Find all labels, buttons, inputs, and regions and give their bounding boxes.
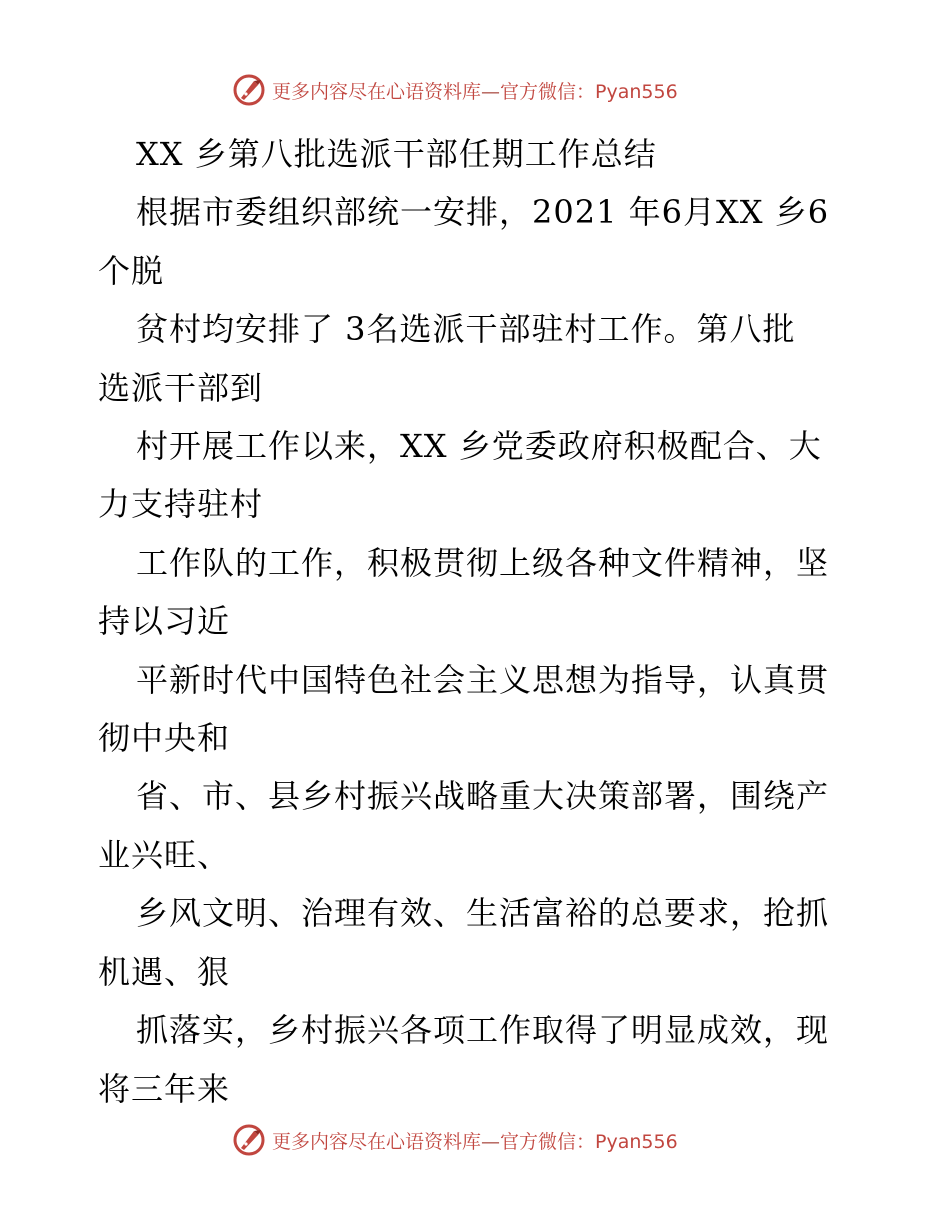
watermark-text: 更多内容尽在心语资料库—官方微信：Pyan556: [272, 1130, 678, 1153]
text-line: 彻中央和: [98, 719, 231, 758]
text-line: 个脱: [98, 251, 165, 290]
text-line: 省、市、县乡村振兴战略重大决策部署，围绕产: [136, 777, 830, 816]
text-line: 工作队的工作，积极贯彻上级各种文件精神，坚: [136, 543, 830, 582]
watermark-header: [232, 72, 678, 108]
text-line: 业兴旺、: [98, 835, 231, 874]
text-line: 抓落实，乡村振兴各项工作取得了明显成效，现: [136, 1011, 830, 1050]
document-title: XX 乡第八批选派干部任期工作总结: [136, 135, 657, 173]
text-line: 贫村均安排了 3名选派干部驻村工作。第八批: [136, 310, 796, 349]
text-line: 持以习近: [98, 602, 231, 641]
pen-nib-circle-icon: [232, 73, 266, 107]
text-line: 村开展工作以来，XX 乡党委政府积极配合、大: [136, 427, 822, 466]
text-line: 根据市委组织部统一安排，2021 年6月XX 乡6: [136, 193, 830, 232]
watermark-text: 更多内容尽在心语资料库—官方微信：Pyan556: [272, 80, 678, 103]
text-line: 平新时代中国特色社会主义思想为指导，认真贯: [136, 660, 830, 699]
text-line: 机遇、狠: [98, 952, 231, 991]
text-line: 乡风文明、治理有效、生活富裕的总要求，抢抓: [136, 894, 830, 933]
watermark-footer: [232, 1122, 678, 1158]
document-body: [98, 125, 858, 1118]
text-line: 将三年来: [98, 1069, 231, 1108]
text-line: 力支持驻村: [98, 485, 264, 524]
pen-nib-circle-icon: [232, 1123, 266, 1157]
text-line: 选派干部到: [98, 368, 264, 407]
